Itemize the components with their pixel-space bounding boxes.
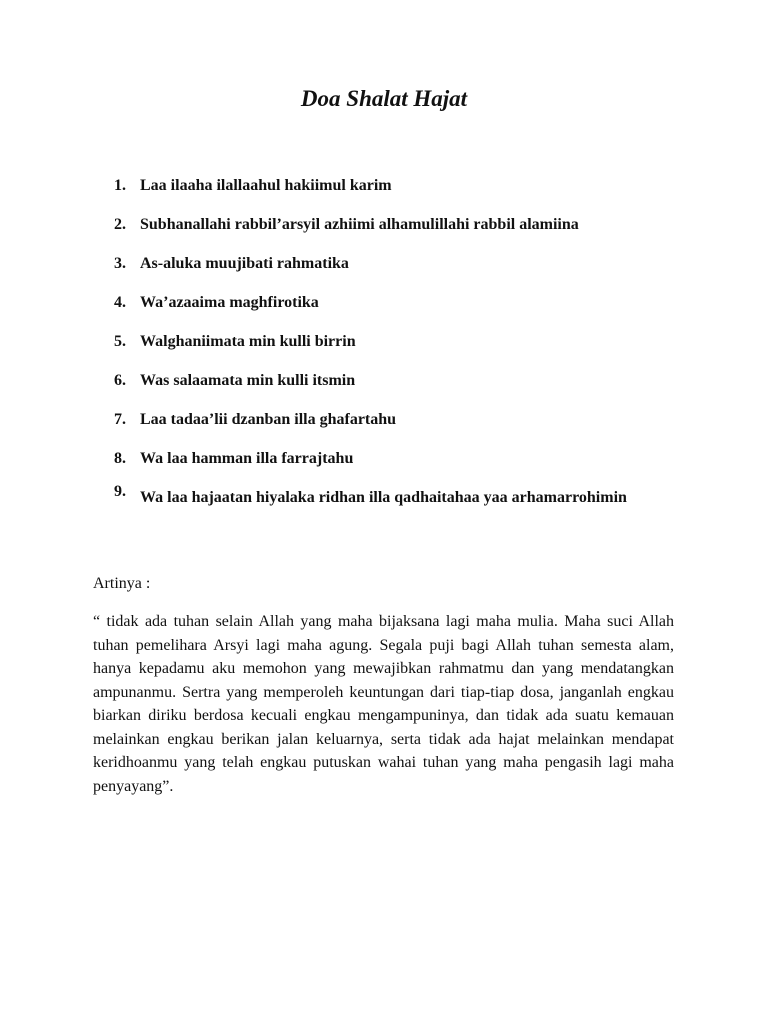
list-text: Walghaniimata min kulli birrin xyxy=(140,333,356,350)
list-number: 1. xyxy=(114,177,126,194)
list-text: Wa’azaaima maghfirotika xyxy=(140,294,319,311)
list-number: 7. xyxy=(114,411,126,428)
list-item xyxy=(114,406,674,434)
list-text: Laa ilaaha ilallaahul hakiimul karim xyxy=(140,177,392,194)
list-text: Wa laa hamman illa farrajtahu xyxy=(140,450,354,467)
list-item xyxy=(114,367,674,395)
list-item xyxy=(114,250,674,278)
list-text: Laa tadaa’lii dzanban illa ghafartahu xyxy=(140,411,397,428)
list-item xyxy=(114,289,674,317)
list-text: Wa laa hajaatan hiyalaka ridhan illa qadhaitahaa yaa arhamarrohimin xyxy=(140,489,627,506)
list-item xyxy=(114,211,674,239)
list-number: 9. xyxy=(114,483,126,500)
list-text: As-aluka muujibati rahmatika xyxy=(140,255,349,272)
list-item xyxy=(114,478,674,517)
list-number: 3. xyxy=(114,255,126,272)
list-item xyxy=(114,328,674,356)
list-number: 5. xyxy=(114,333,126,350)
list-number: 2. xyxy=(114,216,126,233)
doa-list xyxy=(114,172,674,528)
artinya-paragraph: “ tidak ada tuhan selain Allah yang maha bijaksana lagi maha mulia. Maha suci Allah tuhan pemelihara Arsyi lagi maha agung. Segala puji bagi Allah tuhan semesta alam, hanya kepadamu aku memohon yang mewajibkan rahmatmu dan yang mendatangkan ampunanmu. Sertra yang memperoleh keuntungan dari tiap-tiap dosa, janganlah engkau biarkan diriku berdosa kecuali engkau mengampuninya, dan tidak ada suatu kemauan melainkan engkau berikan jalan keluarnya, serta tidak ada hajat melainkan mendapat keridhoanmu yang telah engkau putuskan wahai tuhan yang maha pengasih lagi maha penyayang”. xyxy=(93,613,674,795)
artinya-label: Artinya : xyxy=(93,575,151,592)
list-number: 6. xyxy=(114,372,126,389)
list-text: Subhanallahi rabbil’arsyil azhiimi alhamulillahi rabbil alamiina xyxy=(140,216,579,233)
list-item xyxy=(114,172,674,200)
list-number: 4. xyxy=(114,294,126,311)
list-item xyxy=(114,445,674,473)
document-title: Doa Shalat Hajat xyxy=(300,86,468,111)
list-text: Was salaamata min kulli itsmin xyxy=(140,372,356,389)
list-number: 8. xyxy=(114,450,126,467)
